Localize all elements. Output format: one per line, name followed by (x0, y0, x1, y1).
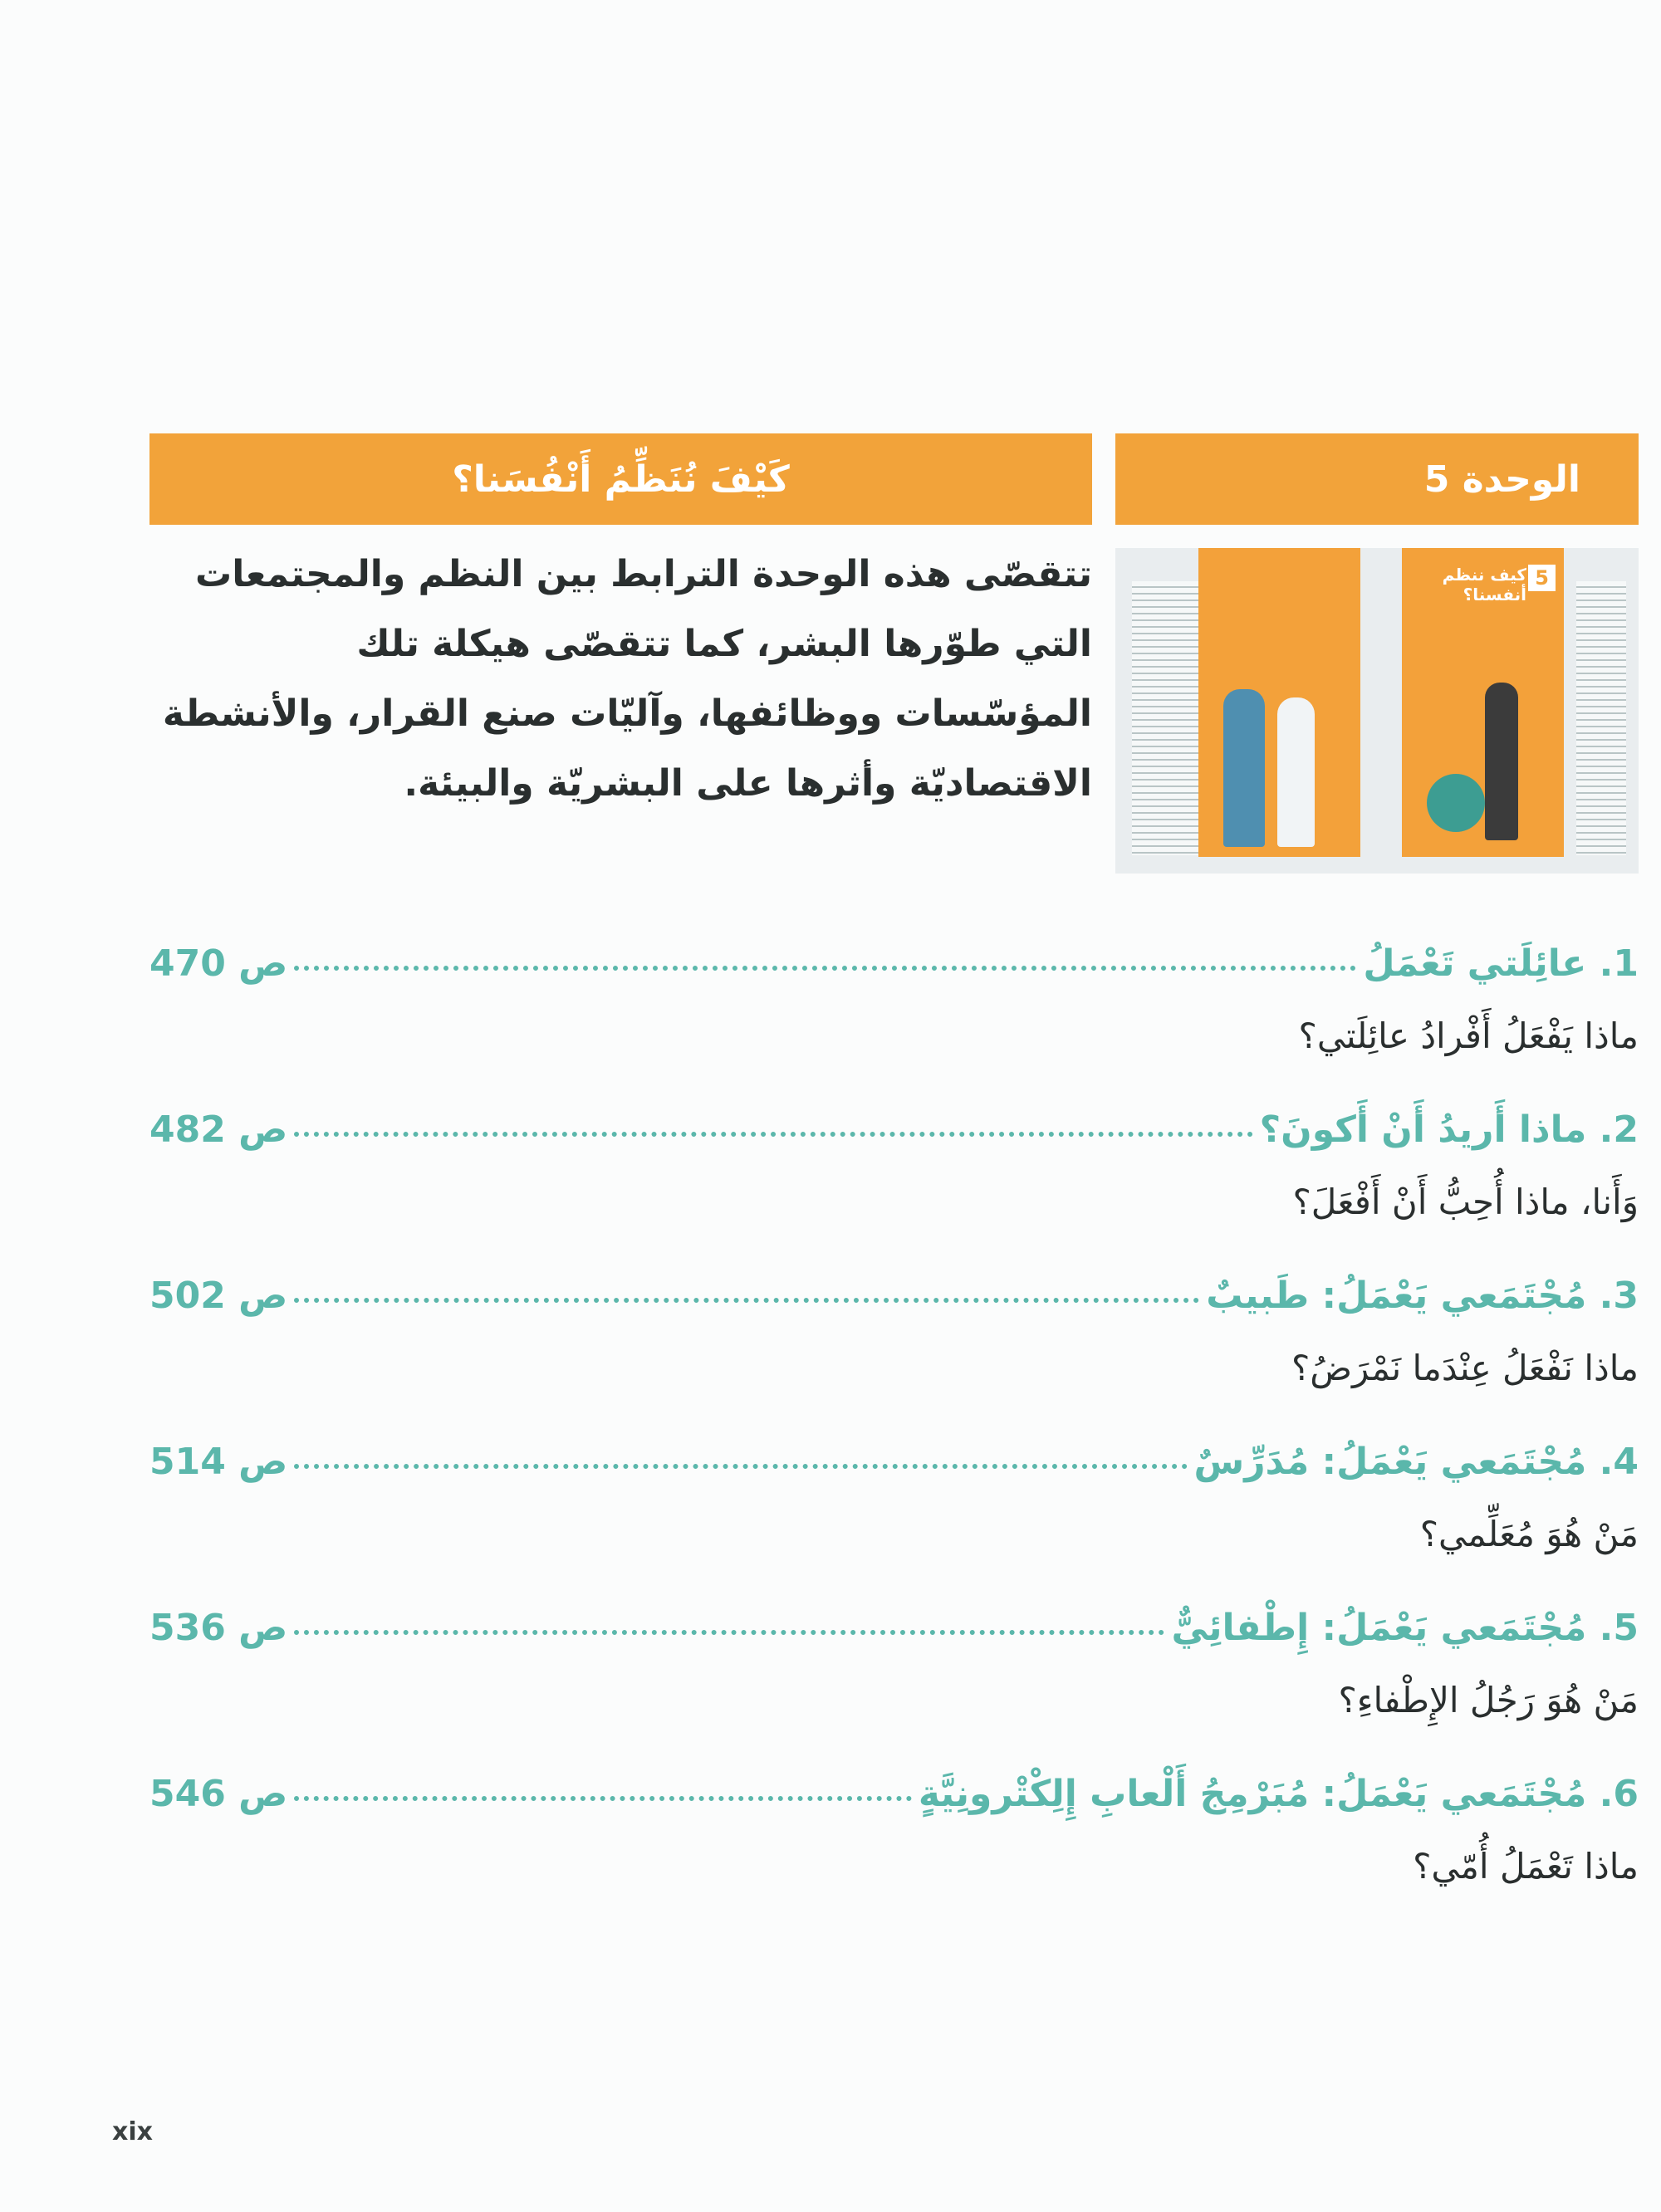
preview-cover-number: 5 (1528, 565, 1556, 591)
doctor-illustration-icon (1277, 697, 1315, 847)
unit-label: الوحدة 5 (1423, 458, 1580, 501)
toc-item-page: ص 482 (149, 1108, 288, 1151)
toc-item-question: ماذا يَفْعَلُ أَفْرادُ عائِلَتي؟ (1298, 1015, 1639, 1056)
toc-item-title: 2. ماذا أَريدُ أَنْ أَكونَ؟ (1259, 1108, 1639, 1151)
unit-description: تتقصّى هذه الوحدة الترابط بين النظم والمجتمعات التي طوّرها البشر، كما تتقصّى هيكلة تلك المؤسّسات ووظائفها، وآليّات صنع القرار، والأنشطة الاقتصاديّة وأثرها على البشريّة والبيئة. (162, 553, 1092, 805)
toc-item-page: ص 546 (149, 1773, 288, 1815)
toc-list (149, 942, 1639, 1939)
toc-item-question: وَأَنا، ماذا أُحِبُّ أَنْ أَفْعَلَ؟ (1292, 1182, 1639, 1222)
preview-text-column (1132, 581, 1207, 855)
preview-cover-title: كيف ننظم أنفسنا؟ (1442, 565, 1526, 604)
preview-cover-page (1402, 548, 1564, 857)
leader-dots (294, 1298, 1199, 1303)
preview-badge-icon (1427, 774, 1485, 832)
toc-item-question: ماذا نَفْعَلُ عِنْدَما نَمْرَضُ؟ (1291, 1348, 1639, 1388)
unit-label-bar (1115, 433, 1639, 525)
toc-item-title: 3. مُجْتَمَعي يَعْمَلُ: طَبيبٌ (1206, 1275, 1639, 1317)
book-spread-preview (1115, 548, 1639, 874)
leader-dots (294, 1796, 911, 1801)
child-illustration-icon (1223, 689, 1265, 847)
preview-inner-page (1198, 548, 1360, 857)
leader-dots (294, 1630, 1164, 1635)
toc-item-page: ص 514 (149, 1441, 288, 1483)
toc-item-title: 1. عائِلَتي تَعْمَلُ (1363, 942, 1639, 985)
toc-item-page: ص 470 (149, 942, 288, 985)
page-number: xix (112, 2117, 153, 2146)
toc-item-title: 4. مُجْتَمَعي يَعْمَلُ: مُدَرِّسٌ (1193, 1441, 1639, 1483)
toc-item[interactable] (149, 1275, 1639, 1441)
leader-dots (294, 966, 1356, 971)
toc-item-page: ص 536 (149, 1607, 288, 1649)
toc-item[interactable] (149, 1607, 1639, 1773)
toc-item[interactable] (149, 1441, 1639, 1607)
toc-item-question: مَنْ هُوَ رَجُلُ الإِطْفاءِ؟ (1338, 1680, 1639, 1720)
preview-text-column (1576, 581, 1626, 855)
toc-item-title: 5. مُجْتَمَعي يَعْمَلُ: إِطْفائِيٌّ (1171, 1607, 1639, 1649)
leader-dots (294, 1464, 1187, 1469)
firefighter-illustration-icon (1485, 683, 1518, 840)
toc-item[interactable] (149, 1108, 1639, 1275)
toc-item[interactable] (149, 1773, 1639, 1939)
toc-item-question: ماذا تَعْمَلُ أُمّي؟ (1413, 1846, 1639, 1887)
toc-item-question: مَنْ هُوَ مُعَلِّمي؟ (1419, 1514, 1639, 1554)
leader-dots (294, 1132, 1252, 1137)
unit-title-bar (149, 433, 1092, 525)
toc-item[interactable] (149, 942, 1639, 1108)
unit-title: كَيْفَ نُنَظِّمُ أَنْفُسَنا؟ (452, 458, 790, 501)
toc-item-page: ص 502 (149, 1275, 288, 1317)
toc-item-title: 6. مُجْتَمَعي يَعْمَلُ: مُبَرْمِجُ أَلْعابِ إِلِكْتْرونِيَّةٍ (918, 1773, 1639, 1815)
